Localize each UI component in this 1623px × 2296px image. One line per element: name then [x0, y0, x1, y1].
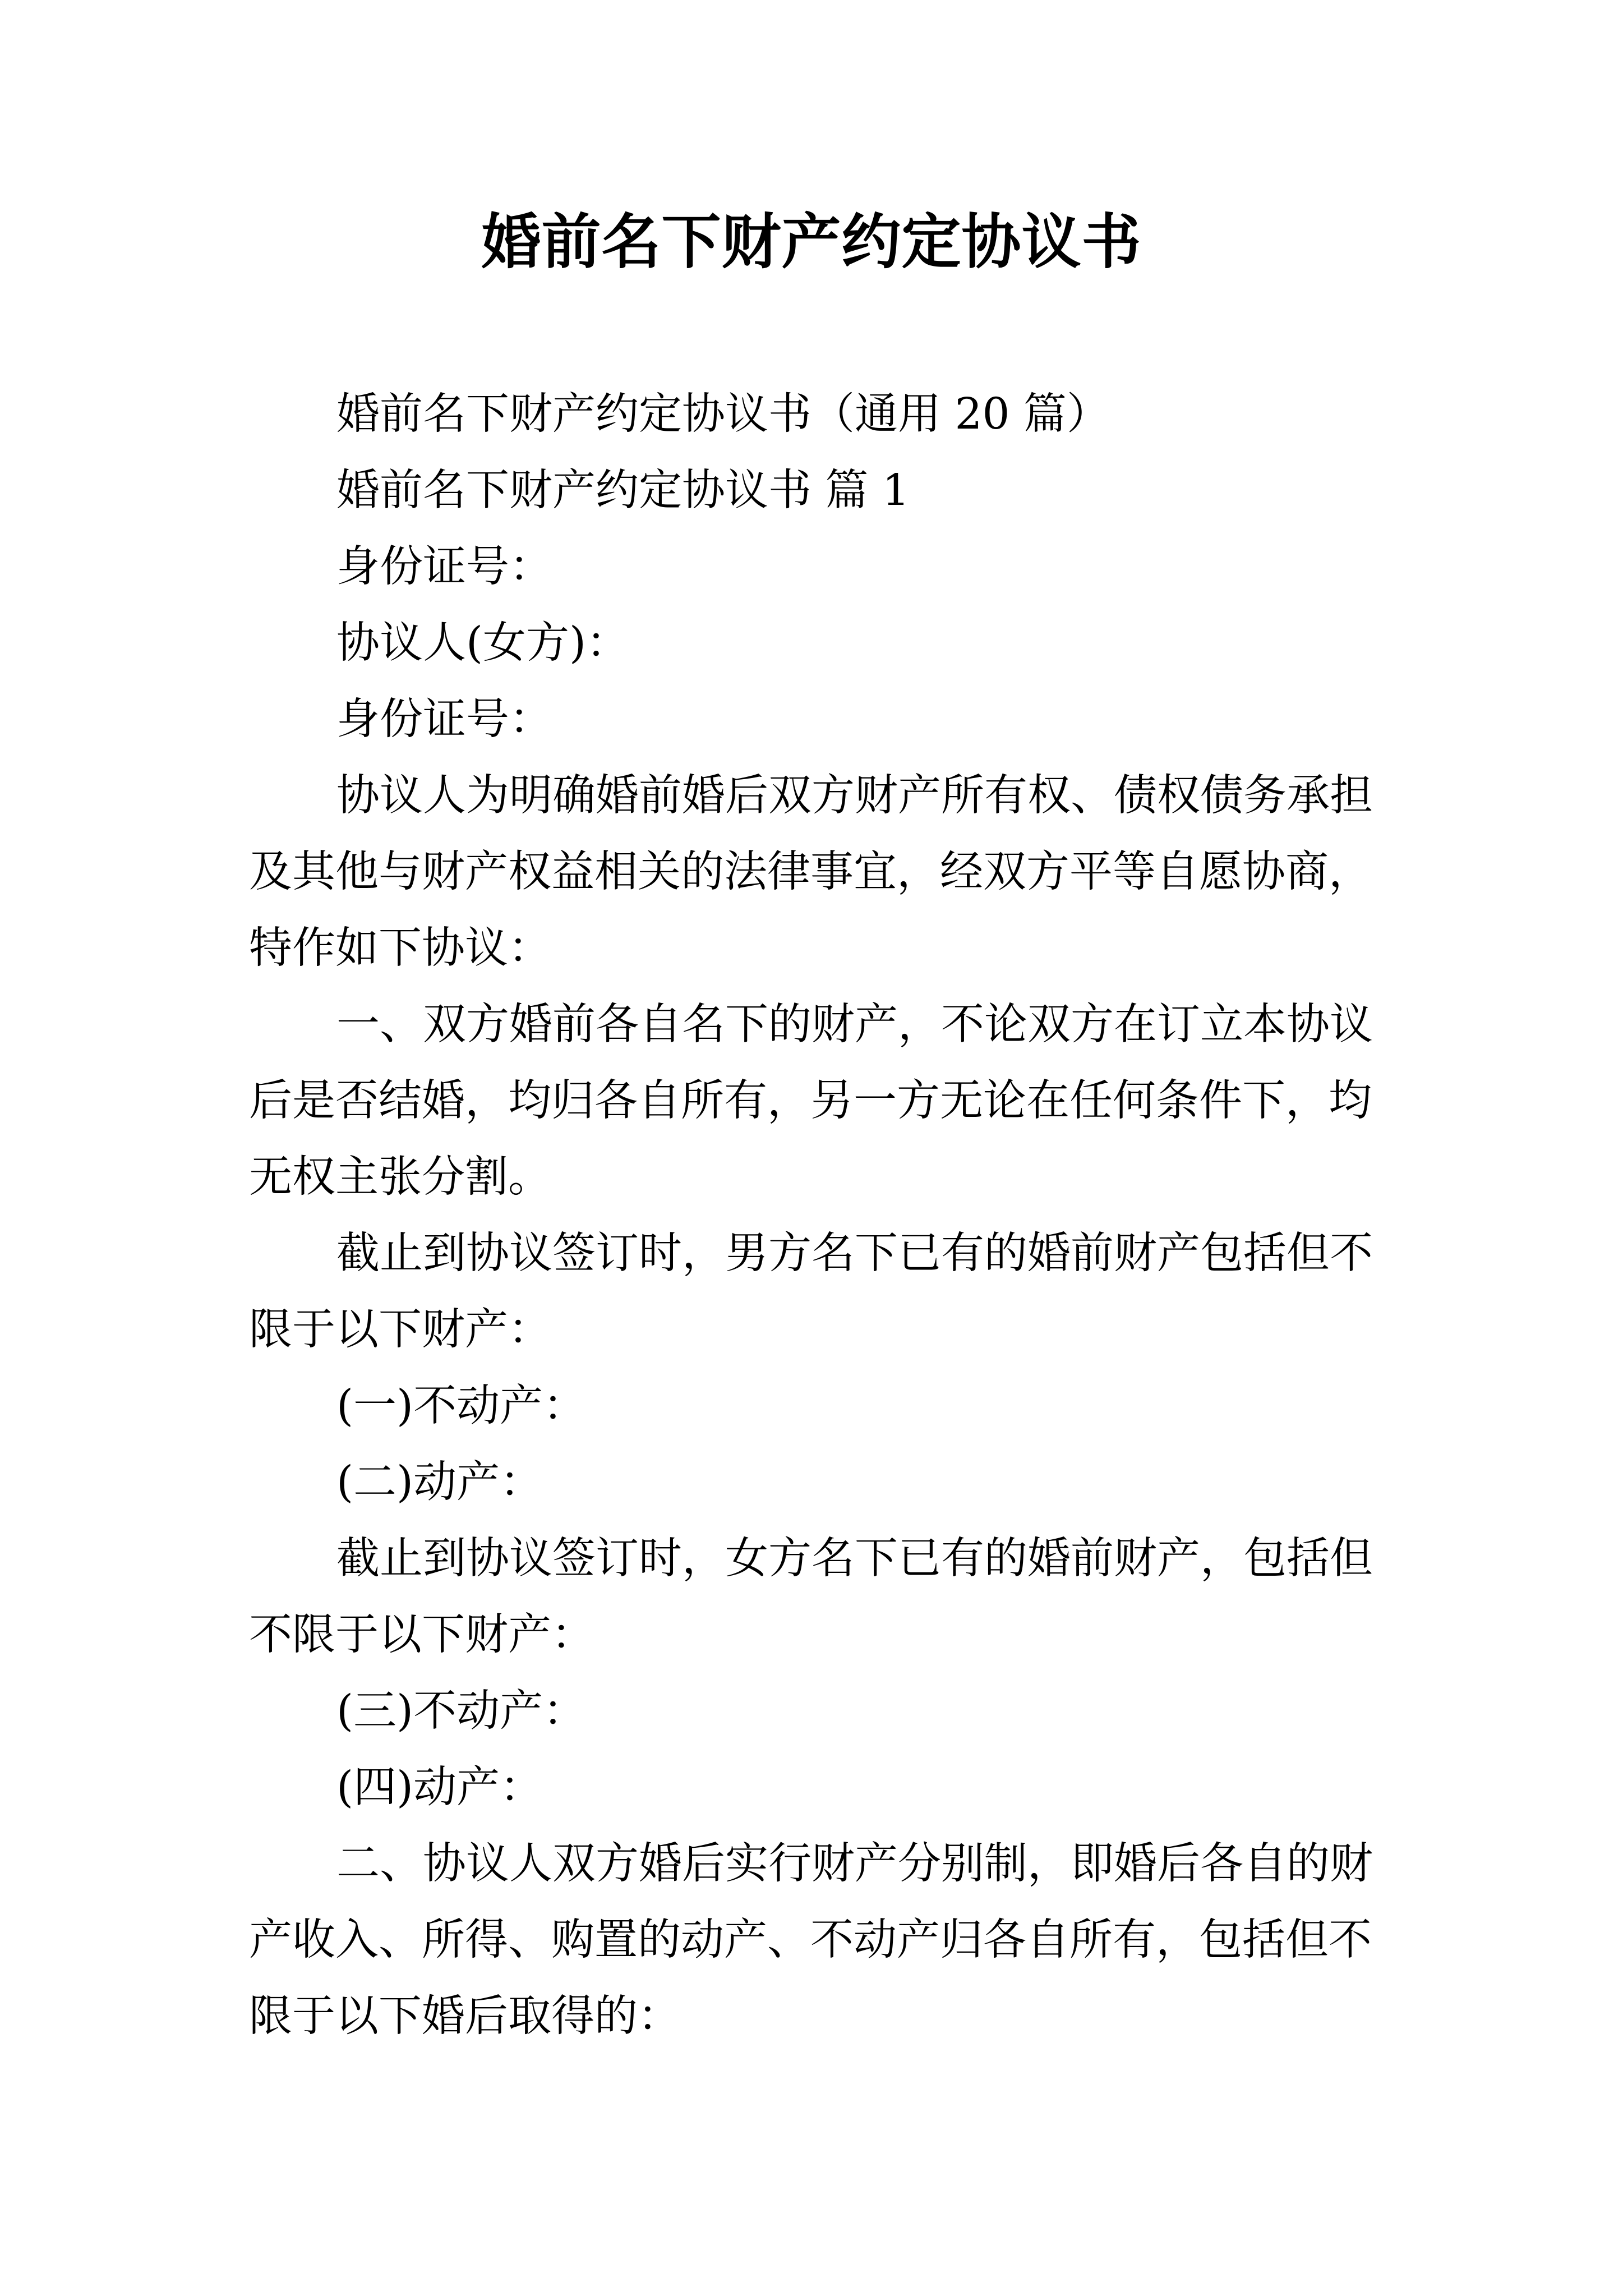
- paragraph-subtitle: [249, 376, 1455, 453]
- text-line: (三)不动产：: [336, 1686, 587, 1736]
- text-line: 无权主张分割。: [249, 1152, 551, 1202]
- paragraph-male-property: [249, 1216, 1455, 1368]
- text-line: 婚前名下财产约定协议书 篇 1: [336, 466, 910, 516]
- paragraph-item: [249, 1673, 1455, 1750]
- text-line: 不限于以下财产：: [249, 1610, 594, 1660]
- document-title: 婚前名下财产约定协议书: [481, 206, 1142, 277]
- text-line: (四)动产：: [336, 1763, 543, 1812]
- paragraph-party-female: [249, 605, 1455, 682]
- text-line: 特作如下协议：: [249, 923, 551, 973]
- text-line: 限于以下财产：: [249, 1305, 551, 1355]
- text-line: (一)不动产：: [336, 1381, 587, 1431]
- text-line: 后是否结婚，均归各自所有，另一方无论在任何条件下，均: [249, 1076, 1372, 1126]
- paragraph-id-number: [249, 529, 1455, 605]
- text-line: 限于以下婚后取得的：: [249, 1991, 681, 2041]
- text-line: 产收入、所得、购置的动产、不动产归各自所有，包括但不: [249, 1915, 1372, 1965]
- text-line: 及其他与财产权益相关的法律事宜，经双方平等自愿协商，: [249, 847, 1372, 897]
- paragraph-female-property: [249, 1521, 1455, 1673]
- text-line: (二)动产：: [336, 1457, 543, 1507]
- paragraph-item: [249, 1368, 1455, 1444]
- text-line: 协议人(女方)：: [336, 618, 630, 668]
- document-body: [249, 376, 1455, 2055]
- paragraph-item: [249, 1444, 1455, 1521]
- paragraph-section-heading: [249, 453, 1455, 529]
- text-line: 身份证号：: [336, 694, 552, 744]
- paragraph-preamble: [249, 758, 1455, 987]
- text-line: 婚前名下财产约定协议书（通用 20 篇）: [336, 389, 1110, 439]
- paragraph-id-number: [249, 682, 1455, 758]
- paragraph-clause-1: [249, 987, 1455, 1216]
- paragraph-clause-2: [249, 1826, 1455, 2055]
- text-line: 一、双方婚前各自名下的财产，不论双方在订立本协议: [336, 1000, 1373, 1050]
- text-line: 协议人为明确婚前婚后双方财产所有权、债权债务承担: [336, 771, 1373, 821]
- paragraph-item: [249, 1750, 1455, 1826]
- text-line: 截止到协议签订时，男方名下已有的婚前财产包括但不: [336, 1228, 1373, 1278]
- text-line: 二、协议人双方婚后实行财产分别制，即婚后各自的财: [336, 1839, 1373, 1889]
- text-line: 截止到协议签订时，女方名下已有的婚前财产，包括但: [336, 1534, 1373, 1584]
- text-line: 身份证号：: [336, 542, 552, 592]
